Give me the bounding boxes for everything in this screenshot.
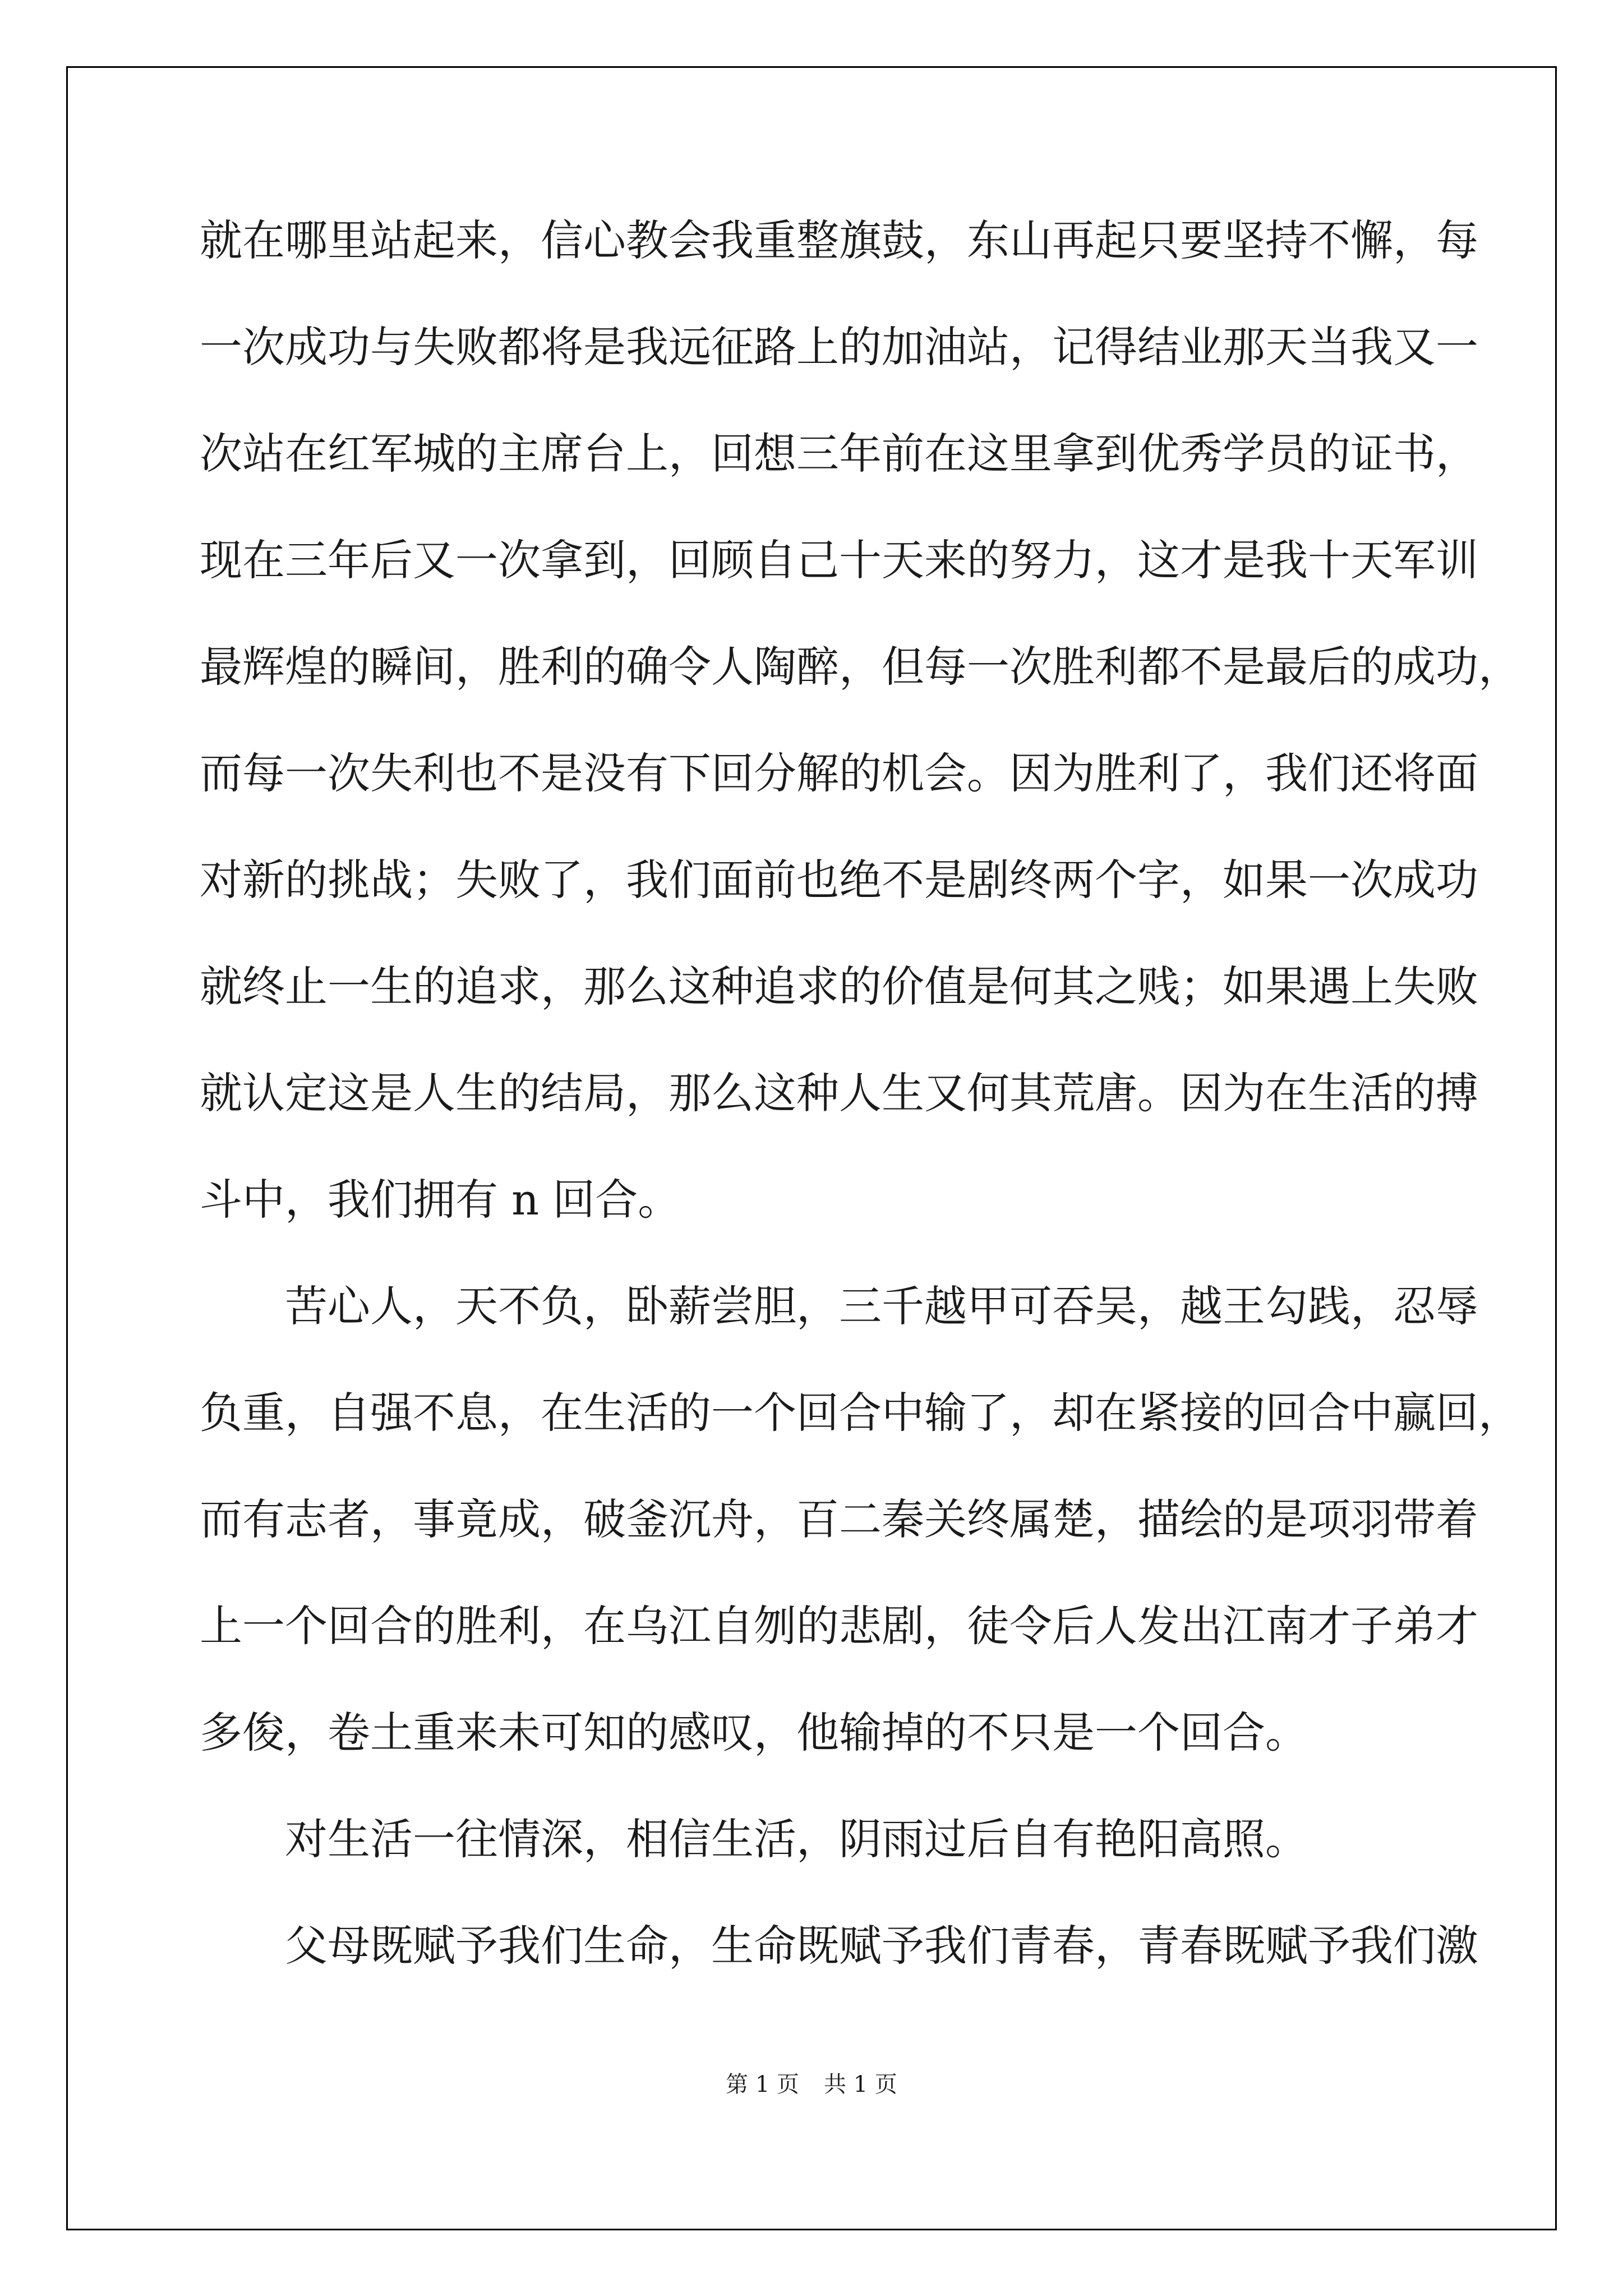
page-total: 共 1 页 xyxy=(824,2072,897,2097)
text-line: 最辉煌的瞬间，胜利的确令人陶醉，但每一次胜利都不是最后的成功， xyxy=(200,642,1521,692)
text-line: 次站在红军城的主席台上，回想三年前在这里拿到优秀学员的证书， xyxy=(200,429,1478,478)
text-line: 上一个回合的胜利，在乌江自刎的悲剧，徒令后人发出江南才子弟才 xyxy=(200,1601,1478,1651)
text-line: 就终止一生的追求，那么这种追求的价值是何其之贱；如果遇上失败 xyxy=(200,961,1478,1011)
page-number: 第 1 页 xyxy=(726,2072,799,2097)
text-line: 而每一次失利也不是没有下回分解的机会。因为胜利了，我们还将面 xyxy=(200,748,1478,798)
text-line: 多俊，卷土重来未可知的感叹，他输掉的不只是一个回合。 xyxy=(200,1708,1308,1757)
text-line: 对新的挑战；失败了，我们面前也绝不是剧终两个字，如果一次成功 xyxy=(200,855,1478,905)
document-body xyxy=(200,215,1521,2028)
text-line: 苦心人，天不负，卧薪尝胆，三千越甲可吞吴，越王勾践，忍辱 xyxy=(285,1281,1478,1331)
text-line: 对生活一往情深，相信生活，阴雨过后自有艳阳高照。 xyxy=(285,1814,1308,1864)
text-line: 就认定这是人生的结局，那么这种人生又何其荒唐。因为在生活的搏 xyxy=(200,1068,1478,1118)
text-line: 就在哪里站起来，信心教会我重整旗鼓，东山再起只要坚持不懈，每 xyxy=(200,215,1478,265)
text-line: 现在三年后又一次拿到，回顾自己十天来的努力，这才是我十天军训 xyxy=(200,535,1478,585)
text-line: 负重，自强不息，在生活的一个回合中输了，却在紧接的回合中赢回， xyxy=(200,1388,1521,1438)
text-line: 父母既赋予我们生命，生命既赋予我们青春，青春既赋予我们激 xyxy=(285,1921,1478,1971)
text-line: 一次成功与失败都将是我远征路上的加油站，记得结业那天当我又一 xyxy=(200,322,1478,372)
text-line: 斗中，我们拥有 n 回合。 xyxy=(200,1175,681,1225)
page-footer xyxy=(0,2071,1623,2098)
text-line: 而有志者，事竟成，破釜沉舟，百二秦关终属楚，描绘的是项羽带着 xyxy=(200,1494,1478,1544)
